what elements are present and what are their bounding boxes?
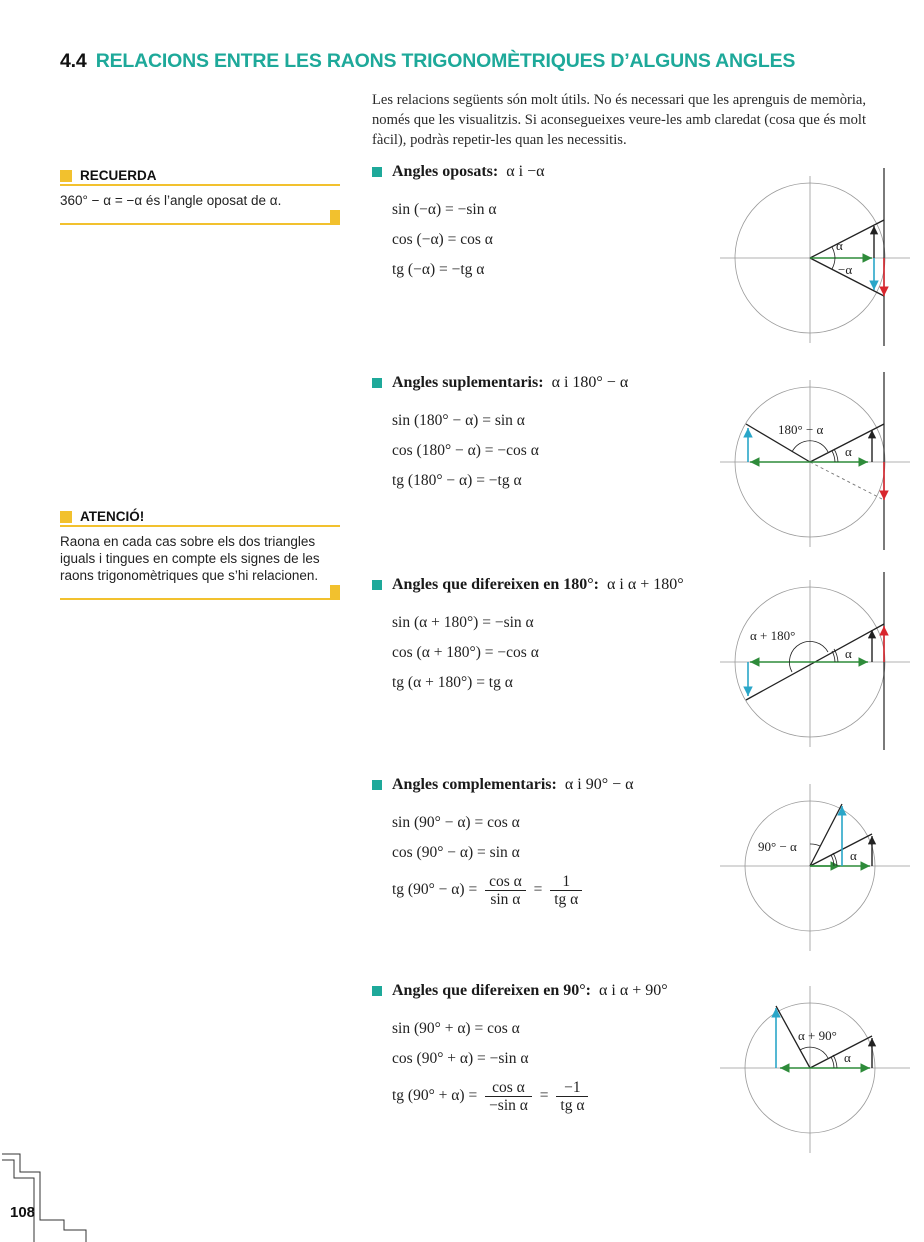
formula-cos: cos (90° + α) = −sin α [392,1050,529,1067]
radius-alpha [810,220,884,258]
radius-alpha [810,834,872,866]
section-heading: Angles oposats: [392,163,499,180]
label-minus-alpha: −α [838,262,853,277]
atencio-footer-rule [60,584,340,600]
label-alpha: α [836,238,843,253]
label-alpha-plus-90: α + 90° [798,1028,837,1043]
page-title [60,50,795,73]
formula-sin: sin (180° − α) = sin α [392,412,525,429]
section-heading: Angles suplementaris: [392,374,544,391]
fraction [485,1079,532,1114]
diagram-suplementaris [720,372,910,552]
formula-cos: cos (90° − α) = sin α [392,844,520,861]
teal-bullet-icon [372,780,382,790]
recuerda-box [60,168,340,225]
intro-paragraph: Les relacions següents són molt útils. No és necessari que les aprenguis de memòria, només que les visualitzis. Si aconsegueixes veure-les amb claredat (cosa que és molt fàcil), podràs repetir-les quan les necessitis. [372,92,867,148]
numerator: cos α [485,1079,532,1097]
radius-complement [810,804,842,866]
denominator: tg α [560,1096,585,1114]
numerator: 1 [550,873,582,891]
section-difereixen-90 [372,982,752,1118]
recuerda-footer-rule [60,209,340,225]
section-angles: α i α + 180° [606,576,684,593]
diagram-complementaris [720,776,910,956]
label-alpha: α [845,646,852,661]
fraction [556,1079,588,1114]
section-heading: Angles que difereixen en 180°: [392,576,599,593]
section-difereixen-180 [372,576,752,698]
denominator: sin α [490,890,521,908]
equals-sign: = [539,1087,549,1104]
page-number: 108 [10,1204,36,1221]
section-complementaris [372,776,752,912]
fraction [485,873,526,908]
formula-cos: cos (α + 180°) = −cos α [392,644,539,661]
formula-tg-left: tg (90° + α) = [392,1087,478,1104]
label-alpha: α [845,444,852,459]
label-alpha-plus-180: α + 180° [750,628,796,643]
label-complement: 90° − α [758,839,797,854]
recuerda-heading: RECUERDA [80,168,157,183]
teal-bullet-icon [372,580,382,590]
section-suplementaris [372,374,752,496]
teal-bullet-icon [372,378,382,388]
fraction [550,873,582,908]
yellow-square-icon [60,170,72,182]
label-alpha: α [844,1050,851,1065]
formula-tg: tg (180° − α) = −tg α [392,472,522,489]
atencio-box [60,509,340,600]
formula-tg [392,868,752,912]
formula-sin: sin (−α) = −sin α [392,201,497,218]
section-angles: α i α + 90° [598,982,668,999]
label-alpha: α [850,848,857,863]
atencio-heading: ATENCIÓ! [80,509,145,524]
formula-tg [392,1074,752,1118]
diagram-difereixen-90 [720,978,910,1158]
dashed-extension [810,462,884,500]
section-heading: Angles complementaris: [392,776,557,793]
formula-tg-left: tg (90° − α) = [392,881,478,898]
denominator: −sin α [489,1096,528,1114]
teal-bullet-icon [372,986,382,996]
formula-sin: sin (α + 180°) = −sin α [392,614,534,631]
section-heading: Angles que difereixen en 90°: [392,982,591,999]
denominator: tg α [554,890,579,908]
equals-sign: = [533,881,543,898]
section-title: RELACIONS ENTRE LES RAONS TRIGONOMÈTRIQUES D’ALGUNS ANGLES [95,50,796,72]
section-angles: α i 180° − α [551,374,629,391]
formula-sin: sin (90° + α) = cos α [392,1020,520,1037]
formula-cos: cos (180° − α) = −cos α [392,442,539,459]
formula-tg: tg (α + 180°) = tg α [392,674,513,691]
page-corner-decoration [0,1150,100,1242]
numerator: cos α [485,873,526,891]
diagram-oposats [720,168,910,348]
section-number: 4.4 [60,50,87,72]
atencio-header [60,509,340,527]
recuerda-header [60,168,340,186]
numerator: −1 [556,1079,588,1097]
section-angles: α i 90° − α [564,776,634,793]
recuerda-text: 360° − α = −α és l’angle oposat de α. [60,193,282,208]
formula-cos: cos (−α) = cos α [392,231,493,248]
teal-bullet-icon [372,167,382,177]
formula-sin: sin (90° − α) = cos α [392,814,520,831]
section-oposats [372,163,752,285]
diagram-difereixen-180 [720,572,910,752]
formula-tg: tg (−α) = −tg α [392,261,485,278]
yellow-square-icon [60,511,72,523]
section-angles: α i −α [506,163,545,180]
atencio-text: Raona en cada cas sobre els dos triangles iguals i tingues en compte els signes de les raons trigonomètriques que s’hi relacionen. [60,534,320,583]
label-supplement: 180° − α [778,422,824,437]
